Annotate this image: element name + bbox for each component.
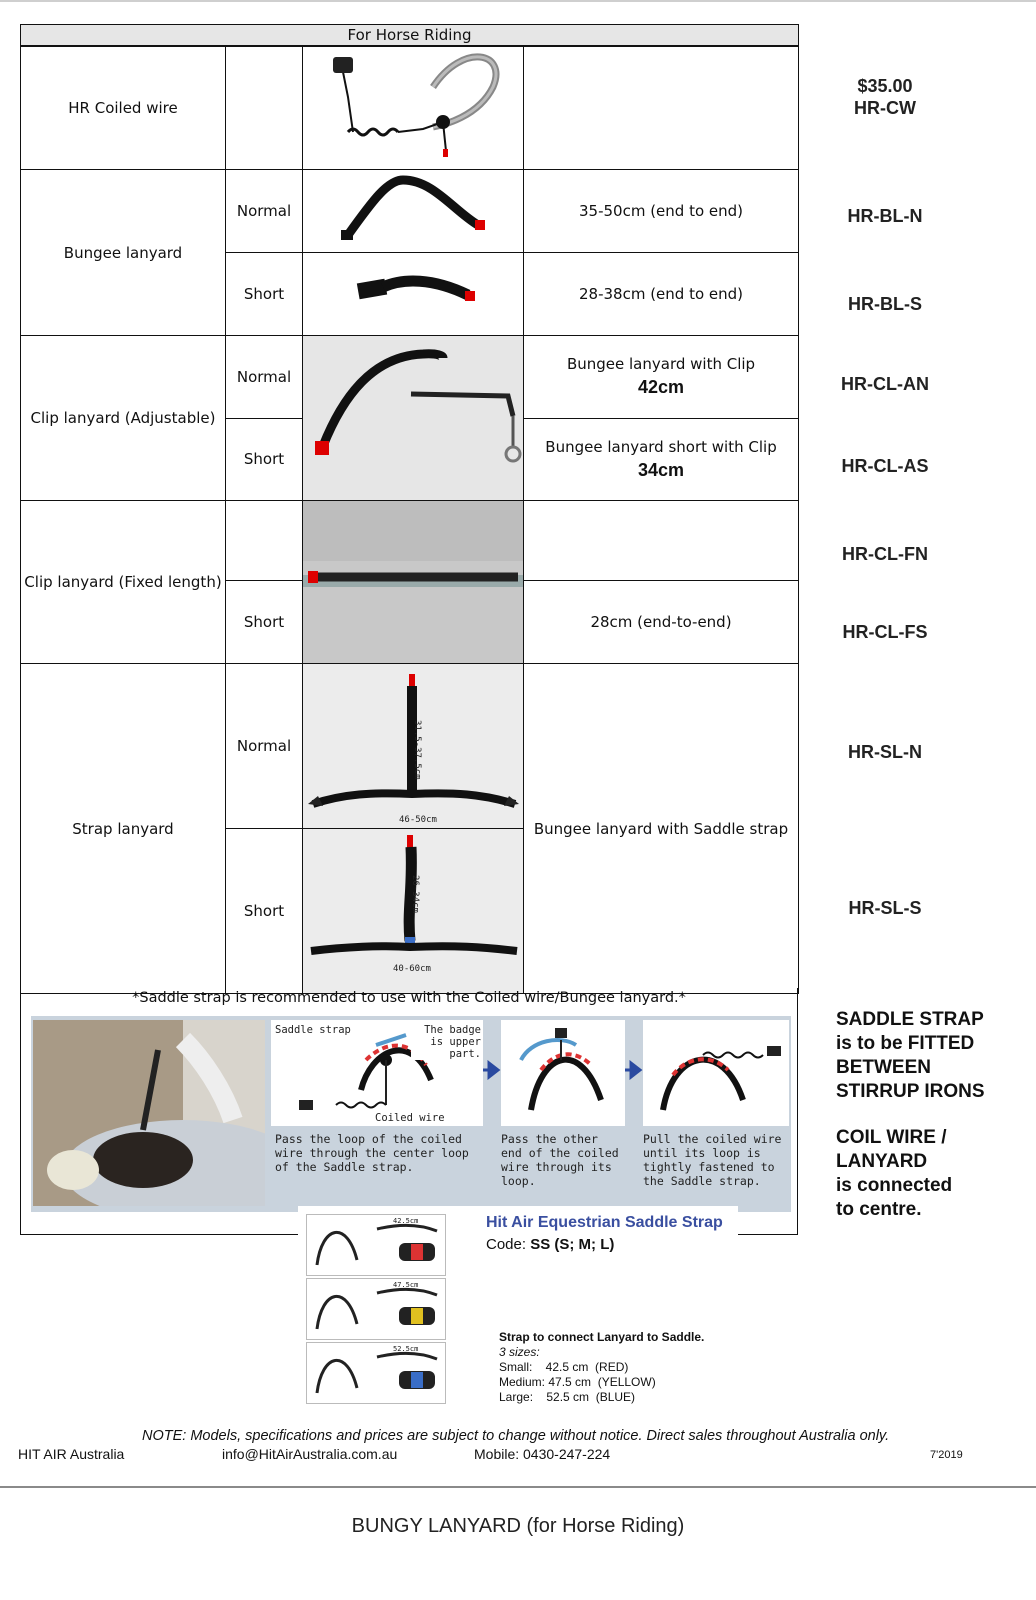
clip-short-desc [524, 418, 799, 501]
saddle-strap-thumb-medium [306, 1278, 446, 1340]
clip-short-desc-text: Bungee lanyard short with Clip [545, 437, 777, 456]
step-2-panel [501, 1020, 625, 1206]
product-clip-lanyard-fixed: Clip lanyard (Fixed length) [21, 501, 226, 664]
product-coiled-wire: HR Coiled wire [21, 46, 226, 170]
saddle-instructions [20, 988, 798, 1235]
variant-empty [226, 46, 303, 170]
side-note-2-line: is connected [836, 1175, 953, 1196]
variant-normal: Normal [226, 664, 303, 829]
variant-normal: Normal [226, 170, 303, 253]
coiled-wire-image [303, 46, 524, 170]
side-note-1-line: BETWEEN [836, 1057, 931, 1078]
side-note-2-line: COIL WIRE / [836, 1127, 947, 1148]
footer-note: NOTE: Models, specifications and prices are subject to change without notice. Direct sales throughout Australia only. [142, 1428, 890, 1444]
code-hr-sl-s: HR-SL-S [848, 898, 922, 918]
size-small: Small: 42.5 cm (RED) [499, 1360, 629, 1374]
variant-empty [226, 501, 303, 581]
clip-fixed-normal-desc [524, 501, 799, 581]
code-hr-cl-an: HR-CL-AN [841, 374, 929, 394]
footer-company: HIT AIR Australia [18, 1446, 125, 1462]
saddle-title: *Saddle strap is recommended to use with the Coiled wire/Bungee lanyard.* [132, 990, 686, 1006]
strap-normal-horiz-label: 46-50cm [399, 815, 437, 825]
clip-fixed-short-desc: 28cm (end-to-end) [524, 581, 799, 664]
thumb-small-size: 42.5cm [393, 1217, 419, 1225]
step-1-text: Pass the loop of the coiled wire through the center loop of the Saddle strap. [275, 1132, 469, 1174]
clip-normal-desc-text: Bungee lanyard with Clip [566, 355, 756, 374]
variant-short: Short [226, 581, 303, 664]
desc-title: Strap to connect Lanyard to Saddle. [499, 1330, 705, 1344]
code-hr-bl-n: HR-BL-N [847, 206, 923, 226]
strap-short-horiz-label: 40-60cm [393, 964, 431, 974]
side-note-1-line: is to be FITTED [836, 1033, 975, 1054]
code-hr-cw: HR-CW [854, 98, 916, 118]
product-strap-lanyard: Strap lanyard [21, 664, 226, 994]
instruction-band [31, 1016, 791, 1212]
saddle-strap-title: Hit Air Equestrian Saddle Strap [486, 1214, 723, 1231]
table-header: For Horse Riding [21, 25, 799, 47]
side-note-1-line: SADDLE STRAP [836, 1009, 984, 1030]
step-1-panel [271, 1020, 483, 1206]
step-3-panel [643, 1020, 789, 1206]
footer-email[interactable]: info@HitAirAustralia.com.au [222, 1446, 398, 1462]
saddle-strap-thumb-large [306, 1342, 446, 1404]
strap-normal-vert-label: 31.5-37.5cm [412, 720, 422, 780]
code-hr-cl-fs: HR-CL-FS [842, 622, 928, 642]
variant-short: Short [226, 253, 303, 336]
bungee-short-image [303, 253, 524, 336]
side-note-1 [836, 1008, 985, 1104]
thumb-medium-size: 47.5cm [393, 1281, 419, 1289]
strap-desc: Bungee lanyard with Saddle strap [524, 664, 799, 994]
strap-normal-image [303, 664, 524, 829]
product-table [20, 24, 799, 994]
arrow-right-icon [483, 1060, 501, 1080]
code-label: Code: [486, 1236, 531, 1253]
side-note-1-line: STIRRUP IRONS [836, 1081, 985, 1102]
thumb-large-size: 52.5cm [393, 1345, 419, 1353]
coiled-wire-desc [524, 46, 799, 170]
label-coiled-wire: Coiled wire [375, 1112, 445, 1124]
code-hr-bl-s: HR-BL-S [848, 294, 922, 314]
strap-short-vert-label: 26-34cm [410, 875, 420, 913]
side-note-2-line: to centre. [836, 1199, 922, 1220]
bungee-short-desc: 28-38cm (end to end) [524, 253, 799, 336]
bungee-normal-image [303, 170, 524, 253]
side-note-2-line: LANYARD [836, 1151, 928, 1172]
riding-photo [33, 1020, 265, 1206]
size-large: Large: 52.5 cm (BLUE) [499, 1390, 636, 1404]
step-3-text: Pull the coiled wire until its loop is tightly fastened to the Saddle strap. [643, 1132, 782, 1188]
clip-short-size: 34cm [637, 459, 685, 480]
code-hr-cl-fn: HR-CL-FN [842, 544, 928, 564]
size-medium: Medium: 47.5 cm (YELLOW) [499, 1375, 656, 1389]
clip-fixed-image [303, 501, 524, 664]
side-note-2 [836, 1126, 952, 1222]
footer-date: 7'2019 [930, 1449, 963, 1461]
variant-short: Short [226, 829, 303, 994]
saddle-strap-code [486, 1236, 614, 1253]
variant-normal: Normal [226, 336, 303, 419]
product-clip-lanyard-adjustable: Clip lanyard (Adjustable) [21, 336, 226, 501]
strap-short-image [303, 829, 524, 994]
caption-divider [0, 1486, 1036, 1488]
variant-short: Short [226, 418, 303, 501]
footer-mobile: Mobile: 0430-247-224 [474, 1446, 611, 1462]
code-hr-sl-n: HR-SL-N [848, 742, 922, 762]
saddle-strap-desc [499, 1330, 704, 1405]
label-badge: The badge is upper part. [411, 1024, 481, 1060]
label-saddle-strap: Saddle strap [275, 1024, 351, 1036]
clip-normal-size: 42cm [637, 377, 685, 398]
bungee-normal-desc: 35-50cm (end to end) [524, 170, 799, 253]
clip-adjustable-image [303, 336, 524, 501]
arrow-right-icon [625, 1060, 643, 1080]
saddle-strap-thumb-small [306, 1214, 446, 1276]
step-2-text: Pass the other end of the coiled wire through its loop. [501, 1132, 619, 1188]
product-bungee-lanyard: Bungee lanyard [21, 170, 226, 336]
top-border [0, 0, 1036, 2]
clip-normal-desc [524, 336, 799, 419]
sizes-label: 3 sizes: [499, 1345, 540, 1359]
code-hr-cl-as: HR-CL-AS [841, 456, 929, 476]
price-hr-cw: $35.00 [857, 76, 913, 96]
code-value: SS (S; M; L) [530, 1236, 615, 1253]
image-caption: BUNGY LANYARD (for Horse Riding) [351, 1515, 685, 1537]
